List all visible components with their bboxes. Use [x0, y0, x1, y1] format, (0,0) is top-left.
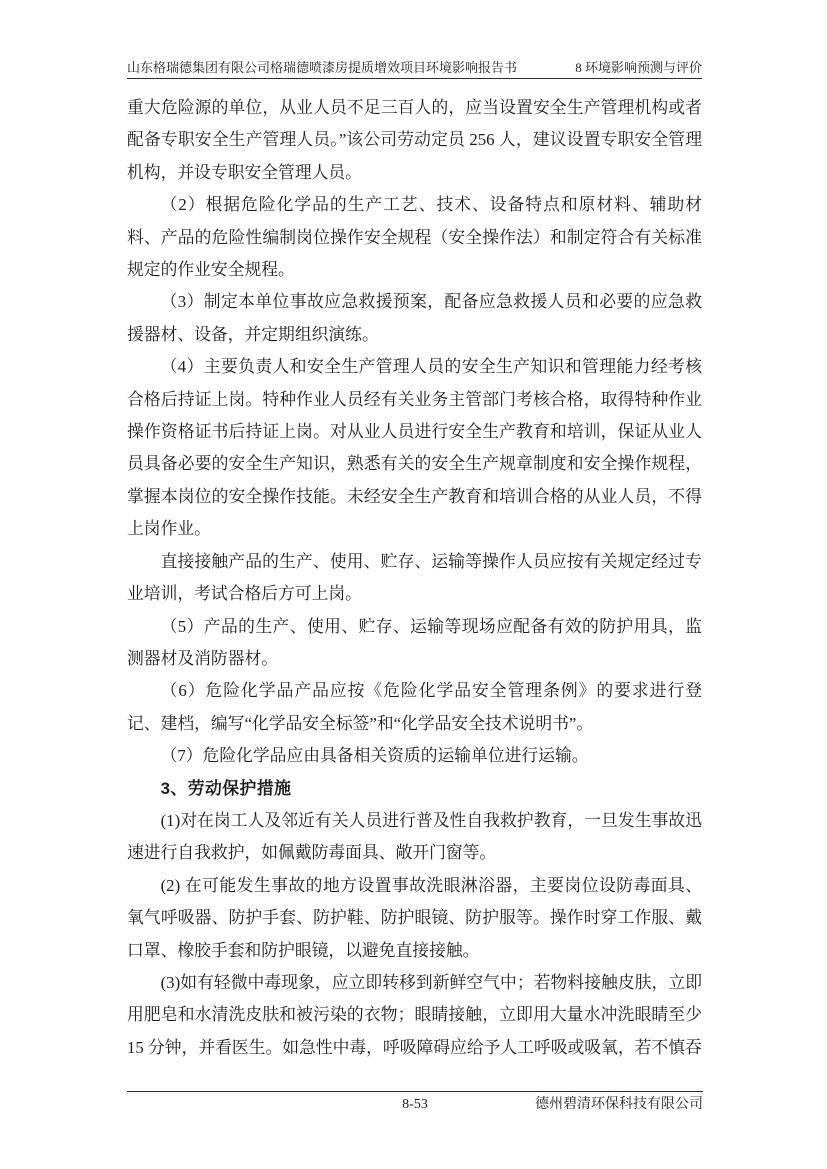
body-paragraph: (3)如有轻微中毒现象，应立即转移到新鲜空气中；若物料接触皮肤，立即用肥皂和水清洗皮肤和被污染的衣物；眼睛接触，立即用大量水冲洗眼睛至少 15 分钟，并看医生。如急性中毒，呼吸障碍应给予人工呼吸或吸氧，若不慎吞: [127, 972, 702, 1057]
document-body: [127, 92, 702, 1064]
page-number: 8-53: [402, 1097, 428, 1112]
body-paragraph: （7）危险化学品应由具备相关资质的运输单位进行运输。: [160, 746, 589, 766]
page-footer: [127, 1091, 703, 1113]
body-paragraph: (1)对在岗工人及邻近有关人员进行普及性自我救护教育，一旦发生事故迅速进行自我救护，如佩戴防毒面具、敞开门窗等。: [127, 810, 702, 863]
body-paragraph: （4）主要负责人和安全生产管理人员的安全生产知识和管理能力经考核合格后持证上岗。特种作业人员经有关业务主管部门考核合格，取得特种作业操作资格证书后持证上岗。对从业人员进行安全生产教育和培训，保证从业人员具备必要的安全生产知识，熟悉有关的安全生产规章制度和安全操作规程，掌握本岗位的安全操作技能。未经安全生产教育和培训合格的从业人员，不得上岗作业。: [127, 357, 702, 539]
header-chapter-title: 8 环境影响预测与评价: [575, 60, 702, 75]
body-paragraph: （3）制定本单位事故应急救援预案，配备应急救援人员和必要的应急救援器材、设备，并定期组织演练。: [127, 292, 702, 344]
body-paragraph: （2）根据危险化学品的生产工艺、技术、设备特点和原材料、辅助材料、产品的危险性编制岗位操作安全规程（安全操作法）和制定符合有关标准规定的作业安全规程。: [127, 195, 702, 280]
body-paragraph: 直接接触产品的生产、使用、贮存、运输等操作人员应按有关规定经过专业培训，考试合格后方可上岗。: [127, 551, 702, 604]
body-paragraph: 重大危险源的单位，从业人员不足三百人的，应当设置安全生产管理机构或者配备专职安全生产管理人员。”该公司劳动定员 256 人，建议设置专职安全管理机构，并设专职安全管理人员。: [127, 98, 702, 182]
header-report-title: 山东格瑞德集团有限公司格瑞德喷漆房提质增效项目环境影响报告书: [127, 60, 518, 75]
page-header: [127, 0, 702, 79]
body-paragraph: （5）产品的生产、使用、贮存、运输等现场应配备有效的防护用具，监测器材及消防器材。: [127, 616, 702, 668]
footer-company: 德州碧清环保科技有限公司: [535, 1097, 703, 1112]
section-heading: 3、劳动保护措施: [160, 778, 292, 798]
body-paragraph: （6）危险化学品产品应按《危险化学品安全管理条例》的要求进行登记、建档，编写“化学品安全标签”和“化学品安全技术说明书”。: [127, 681, 702, 733]
body-paragraph: (2) 在可能发生事故的地方设置事故洗眼淋浴器，主要岗位设防毒面具、氧气呼吸器、防护手套、防护鞋、防护眼镜、防护服等。操作时穿工作服、戴口罩、橡胶手套和防护眼镜，以避免直接接触。: [127, 875, 702, 960]
